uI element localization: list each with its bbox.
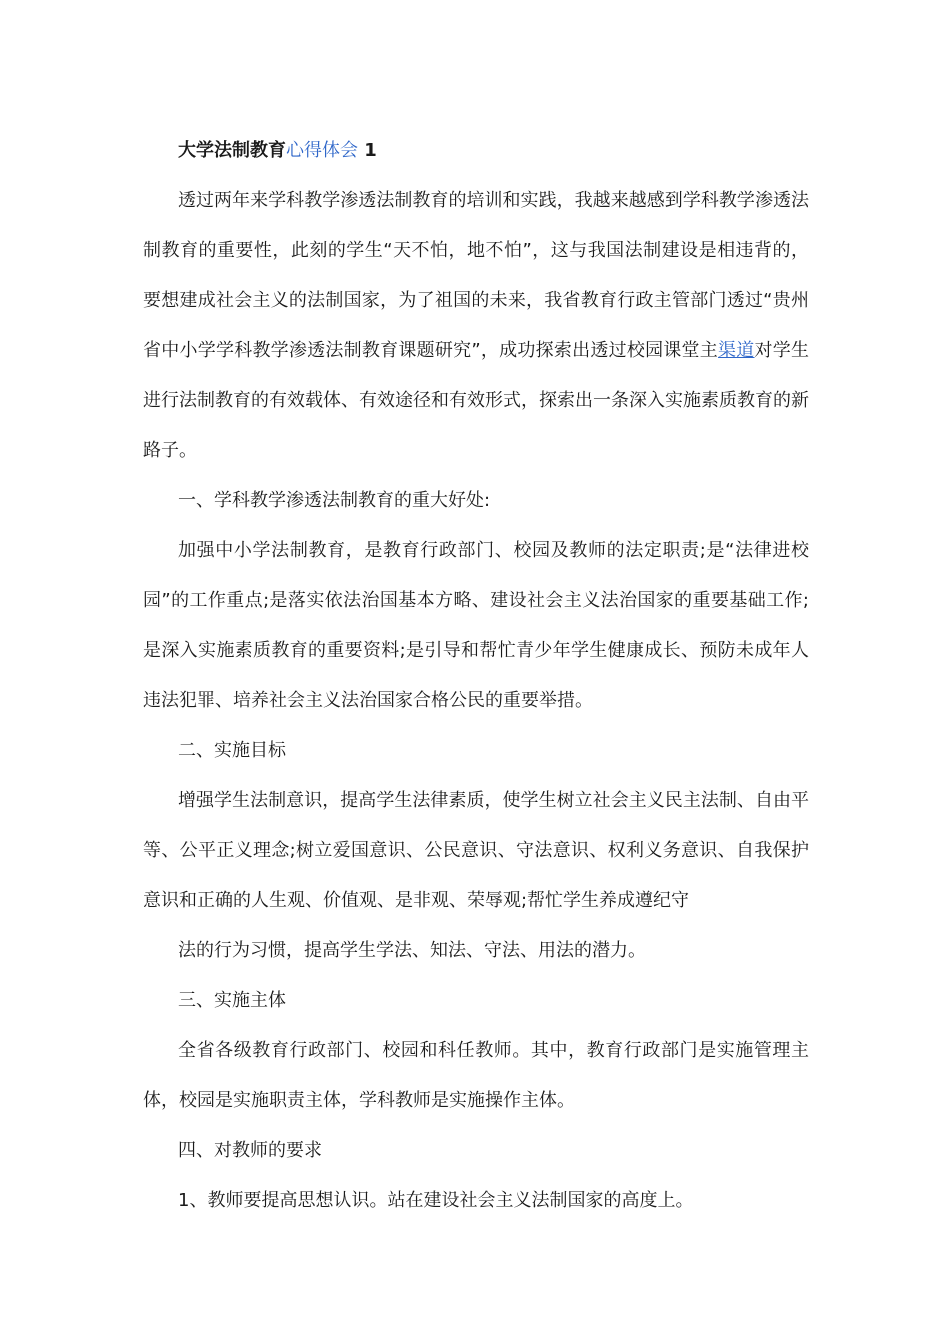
paragraph-requirement-1: 1、教师要提高思想认识。站在建设社会主义法制国家的高度上。: [178, 1190, 694, 1211]
channel-link[interactable]: 渠道: [718, 340, 755, 361]
paragraph-intro: [143, 176, 809, 476]
heading-goals: 二、实施目标: [178, 740, 286, 761]
paragraph-goals: 增强学生法制意识，提高学生法律素质，使学生树立社会主义民主法制、自由平等、公平正义理念;树立爱国意识、公民意识、守法意识、权利义务意识、自我保护意识和正确的人生观、价值观、是非观、荣辱观;帮忙学生养成遵纪守: [143, 790, 809, 911]
document-body: [143, 126, 809, 1226]
paragraph-subjects: 全省各级教育行政部门、校园和科任教师。其中，教育行政部门是实施管理主体，校园是实施职责主体，学科教师是实施操作主体。: [143, 1040, 809, 1111]
document-title: [143, 126, 809, 176]
heading-benefits: 一、学科教学渗透法制教育的重大好处:: [178, 490, 491, 511]
heading-teacher-requirements: 四、对教师的要求: [178, 1140, 322, 1161]
title-suffix: 1: [358, 140, 377, 161]
paragraph-benefits: 加强中小学法制教育，是教育行政部门、校园及教师的法定职责;是“法律进校园”的工作重点;是落实依法治国基本方略、建设社会主义法治国家的重要基础工作;是深入实施素质教育的重要资料;是引导和帮忙青少年学生健康成长、预防未成年人违法犯罪、培养社会主义法治国家合格公民的重要举措。: [143, 540, 809, 711]
intro-text-after: 对学生进行法制教育的有效载体、有效途径和有效形式，探索出一条深入实施素质教育的新路子。: [143, 340, 809, 461]
heading-subjects: 三、实施主体: [178, 990, 286, 1011]
intro-text-before: 透过两年来学科教学渗透法制教育的培训和实践，我越来越感到学科教学渗透法制教育的重要性，此刻的学生“天不怕，地不怕”，这与我国法制建设是相违背的，要想建成社会主义的法制国家，为了祖国的未来，我省教育行政主管部门透过“贵州省中小学学科教学渗透法制教育课题研究”，成功探索出透过校园课堂主: [143, 190, 809, 361]
paragraph-goals-continued: 法的行为习惯，提高学生学法、知法、守法、用法的潜力。: [178, 940, 646, 961]
title-link[interactable]: 心得体会: [286, 140, 358, 161]
title-prefix: 大学法制教育: [178, 140, 286, 161]
